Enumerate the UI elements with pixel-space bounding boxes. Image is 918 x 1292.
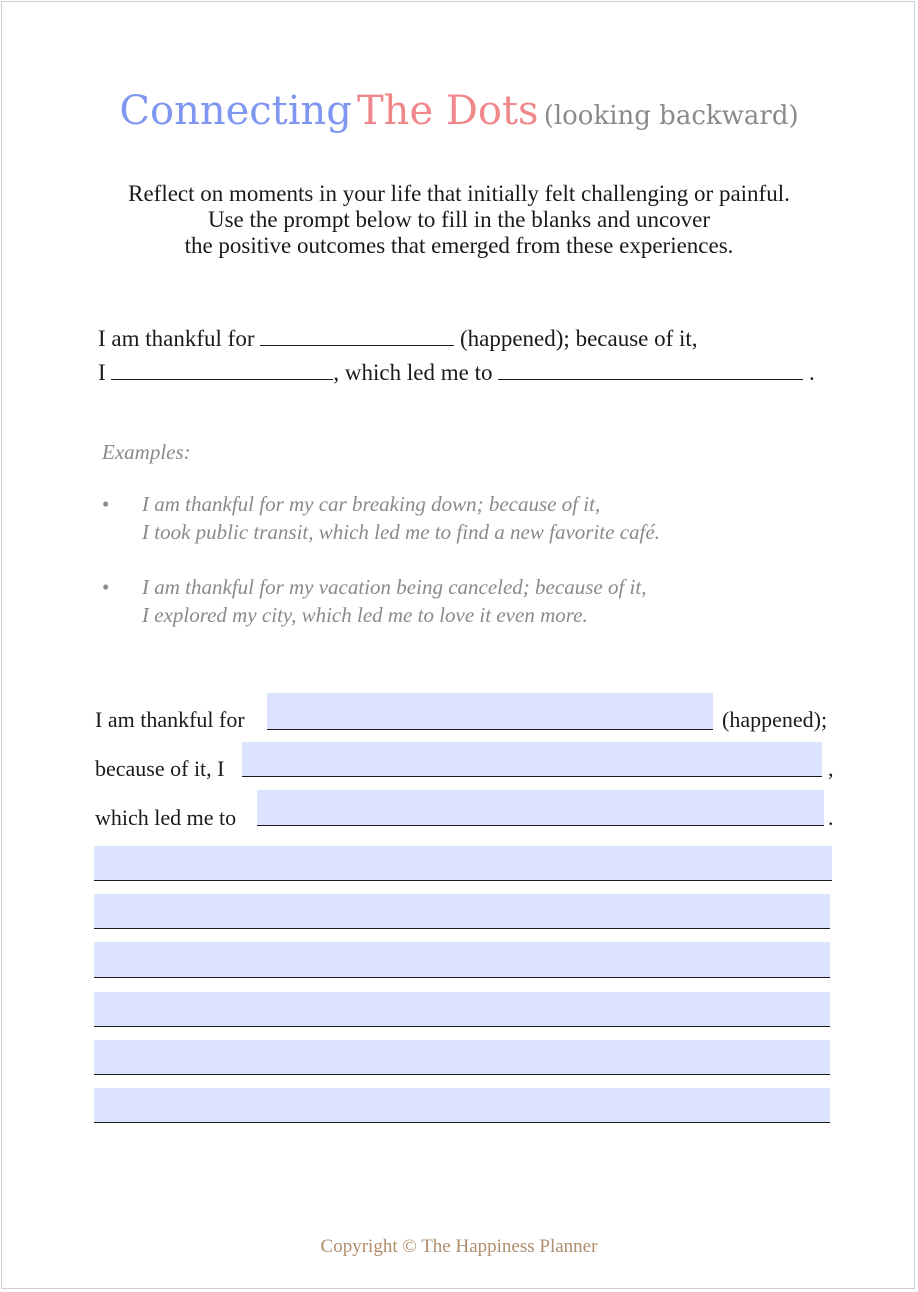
prompt-line-2 xyxy=(98,360,815,386)
prompt-blank xyxy=(111,361,333,380)
extra-line-input[interactable] xyxy=(94,894,830,929)
prompt-text: I am thankful for xyxy=(98,326,255,351)
prompt-line-1 xyxy=(98,326,698,352)
intro-text xyxy=(0,181,918,259)
label-happened: (happened); xyxy=(722,707,828,732)
led-input[interactable] xyxy=(257,790,824,826)
label-led: which led me to xyxy=(95,805,237,830)
title-part-looking-backward: (looking backward) xyxy=(543,101,799,131)
extra-line-input[interactable] xyxy=(94,942,830,978)
title-part-connecting: Connecting xyxy=(119,88,352,134)
prompt-text: , which led me to xyxy=(333,360,493,385)
page-title xyxy=(0,88,918,134)
thankful-input[interactable] xyxy=(267,693,713,730)
extra-line-input[interactable] xyxy=(94,1088,830,1123)
prompt-text: I xyxy=(98,360,106,385)
example-line: I am thankful for my car breaking down; because of it, xyxy=(142,492,601,516)
label-because: because of it, I xyxy=(95,756,225,781)
prompt-text: (happened); because of it, xyxy=(459,326,698,351)
title-part-the-dots: The Dots xyxy=(357,88,539,134)
copyright-footer: Copyright © The Happiness Planner xyxy=(320,1236,598,1257)
examples-label: Examples: xyxy=(102,440,191,464)
extra-line-input[interactable] xyxy=(94,992,830,1027)
label-thankful: I am thankful for xyxy=(95,707,245,732)
example-line: I am thankful for my vacation being canceled; because of it, xyxy=(142,575,647,599)
prompt-blank xyxy=(260,327,454,346)
intro-line: Reflect on moments in your life that initially felt challenging or painful. xyxy=(128,181,790,206)
intro-line: Use the prompt below to fill in the blanks and uncover xyxy=(207,207,711,232)
because-input[interactable] xyxy=(242,742,822,777)
prompt-blank xyxy=(498,361,803,380)
comma-mark: , xyxy=(828,756,834,781)
example-line: I explored my city, which led me to love it even more. xyxy=(142,603,588,627)
extra-line-input[interactable] xyxy=(94,846,832,881)
bullet-icon: • xyxy=(102,575,110,599)
prompt-text: . xyxy=(808,360,815,385)
intro-line: the positive outcomes that emerged from these experiences. xyxy=(184,233,734,258)
bullet-icon: • xyxy=(102,492,110,516)
example-line: I took public transit, which led me to find a new favorite café. xyxy=(142,520,660,544)
extra-line-input[interactable] xyxy=(94,1040,830,1075)
period-mark: . xyxy=(828,805,834,830)
